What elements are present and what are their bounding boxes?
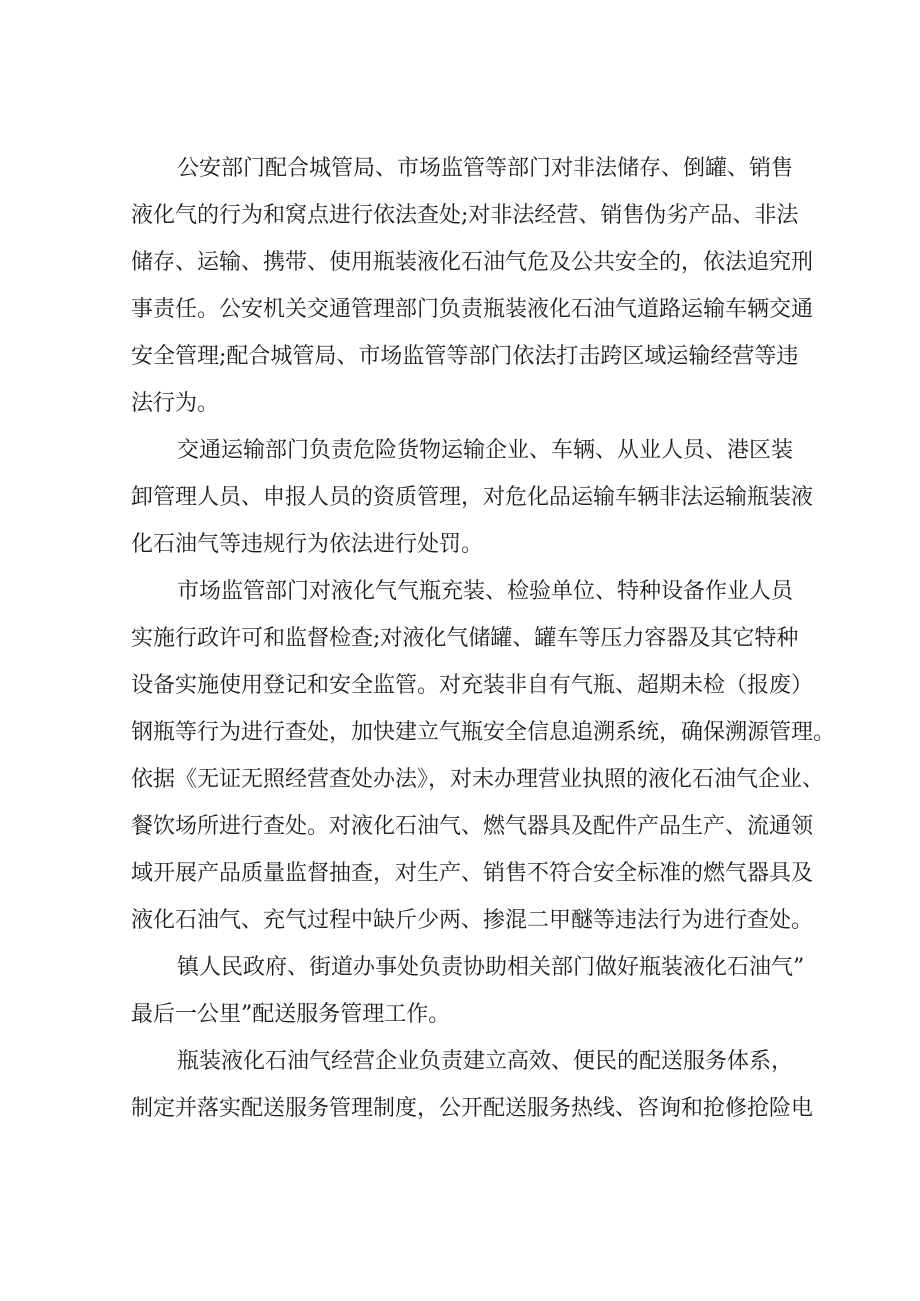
text-line: 市场监管部门对液化气气瓶充装、检验单位、特种设备作业人员 bbox=[177, 579, 794, 604]
text-line: 化石油气等违规行为依法进行处罚。 bbox=[131, 532, 484, 557]
text-line: 公安部门配合城管局、市场监管等部门对非法储存、倒罐、销售 bbox=[177, 156, 794, 181]
text-line: 液化气的行为和窝点进行依法查处;对非法经营、销售伪劣产品、非法 bbox=[131, 203, 799, 228]
document-page bbox=[131, 145, 836, 1132]
text-line: 设备实施使用登记和安全监管。对充装非自有气瓶、超期未检（报废） bbox=[131, 673, 814, 698]
paragraph bbox=[131, 1038, 814, 1132]
text-line: 法行为。 bbox=[131, 391, 220, 416]
text-line: 钢瓶等行为进行查处，加快建立气瓶安全信息追溯系统，确保溯源管理。 bbox=[131, 720, 836, 745]
text-line: 最后一公里”配送服务管理工作。 bbox=[131, 1002, 451, 1027]
text-line: 依据《无证无照经营查处办法》，对未办理营业执照的液化石油气企业、 bbox=[131, 767, 825, 792]
text-line: 域开展产品质量监督抽查，对生产、销售不符合安全标准的燃气器具及 bbox=[131, 861, 814, 886]
text-line: 瓶装液化石油气经营企业负责建立高效、便民的配送服务体系， bbox=[177, 1049, 794, 1074]
text-line: 安全管理;配合城管局、市场监管等部门依法打击跨区域运输经营等违 bbox=[131, 344, 799, 369]
text-line: 液化石油气、充气过程中缺斤少两、掺混二甲醚等违法行为进行查处。 bbox=[131, 908, 814, 933]
text-line: 卸管理人员、申报人员的资质管理，对危化品运输车辆非法运输瓶装液 bbox=[131, 485, 814, 510]
text-line: 镇人民政府、街道办事处负责协助相关部门做好瓶装液化石油气” bbox=[177, 955, 805, 980]
text-line: 制定并落实配送服务管理制度，公开配送服务热线、咨询和抢修抢险电 bbox=[131, 1096, 814, 1121]
text-line: 交通运输部门负责危险货物运输企业、车辆、从业人员、港区装 bbox=[177, 438, 794, 463]
paragraph bbox=[131, 145, 814, 427]
text-line: 餐饮场所进行查处。对液化石油气、燃气器具及配件产品生产、流通领 bbox=[131, 814, 814, 839]
paragraph bbox=[131, 944, 805, 1038]
paragraph bbox=[131, 568, 836, 944]
text-line: 事责任。公安机关交通管理部门负责瓶装液化石油气道路运输车辆交通 bbox=[131, 297, 814, 322]
paragraph bbox=[131, 427, 814, 568]
text-line: 实施行政许可和监督检查;对液化气储罐、罐车等压力容器及其它特种 bbox=[131, 626, 799, 651]
text-line: 储存、运输、携带、使用瓶装液化石油气危及公共安全的，依法追究刑 bbox=[131, 250, 814, 275]
